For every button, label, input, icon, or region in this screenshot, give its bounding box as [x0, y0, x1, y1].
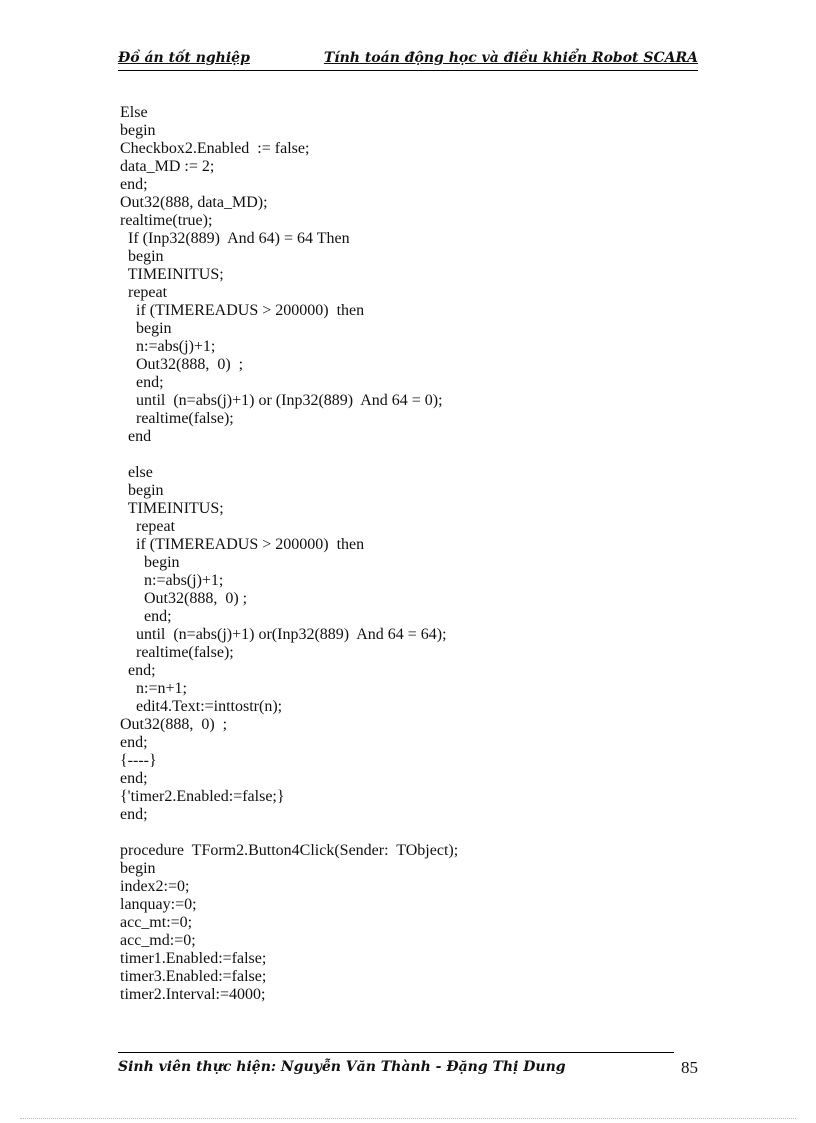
code-line: timer1.Enabled:=false; — [120, 950, 267, 967]
page-bottom-border — [20, 1118, 796, 1119]
code-line: Out32(888, 0) ; — [120, 716, 228, 733]
code-line: end; — [120, 374, 164, 391]
code-line: if (TIMEREADUS > 200000) then — [120, 302, 365, 319]
code-line: acc_md:=0; — [120, 932, 196, 949]
code-line: until (n=abs(j)+1) or (Inp32(889) And 64 = 0); — [120, 392, 443, 409]
code-line: repeat — [120, 284, 168, 301]
code-line: end; — [120, 770, 148, 787]
code-line: end; — [120, 176, 148, 193]
page-footer — [118, 1058, 698, 1078]
page-header — [118, 48, 698, 71]
code-line: TIMEINITUS; — [120, 266, 224, 283]
header-right-title: Tính toán động học và điều khiển Robot SCARA — [323, 50, 698, 66]
code-line: n:=abs(j)+1; — [120, 572, 224, 589]
code-line: {'timer2.Enabled:=false;} — [120, 788, 285, 805]
code-line: TIMEINITUS; — [120, 500, 224, 517]
code-line: end; — [120, 608, 172, 625]
code-line: end; — [120, 806, 148, 823]
code-line: begin — [120, 482, 164, 499]
code-line: until (n=abs(j)+1) or(Inp32(889) And 64 = 64); — [120, 626, 447, 643]
code-line: begin — [120, 248, 164, 265]
code-line: begin — [120, 320, 172, 337]
code-line: lanquay:=0; — [120, 896, 197, 913]
header-left-title: Đồ án tốt nghiệp — [118, 50, 250, 66]
code-listing — [120, 104, 720, 1004]
code-line: end — [120, 428, 152, 445]
code-line — [120, 824, 720, 842]
code-line: data_MD := 2; — [120, 158, 215, 175]
code-line: n:=n+1; — [120, 680, 187, 697]
code-line: begin — [120, 860, 156, 877]
code-line — [120, 446, 720, 464]
code-line: Out32(888, data_MD); — [120, 194, 268, 211]
code-line: timer2.Interval:=4000; — [120, 986, 266, 1003]
code-line: begin — [120, 554, 180, 571]
code-line: repeat — [120, 518, 176, 535]
code-line: Out32(888, 0) ; — [120, 356, 244, 373]
code-line: end; — [120, 662, 156, 679]
code-line: realtime(true); — [120, 212, 213, 229]
code-line: else — [120, 464, 153, 481]
code-line: realtime(false); — [120, 410, 234, 427]
code-line: if (TIMEREADUS > 200000) then — [120, 536, 365, 553]
code-line: procedure TForm2.Button4Click(Sender: TObject); — [120, 842, 459, 859]
code-line: realtime(false); — [120, 644, 234, 661]
code-line: Else — [120, 104, 148, 121]
code-line: acc_mt:=0; — [120, 914, 193, 931]
code-line: index2:=0; — [120, 878, 190, 895]
code-line: n:=abs(j)+1; — [120, 338, 216, 355]
code-line: edit4.Text:=inttostr(n); — [120, 698, 283, 715]
code-line: begin — [120, 122, 156, 139]
footer-authors: Sinh viên thực hiện: Nguyễn Văn Thành - Đặng Thị Dung — [118, 1059, 566, 1075]
footer-rule — [118, 1052, 674, 1053]
code-line: Out32(888, 0) ; — [120, 590, 248, 607]
code-line: {----} — [120, 752, 157, 769]
code-line: If (Inp32(889) And 64) = 64 Then — [120, 230, 350, 247]
code-line: timer3.Enabled:=false; — [120, 968, 267, 985]
code-line: Checkbox2.Enabled := false; — [120, 140, 310, 157]
code-line: end; — [120, 734, 148, 751]
page-number: 85 — [681, 1058, 698, 1077]
